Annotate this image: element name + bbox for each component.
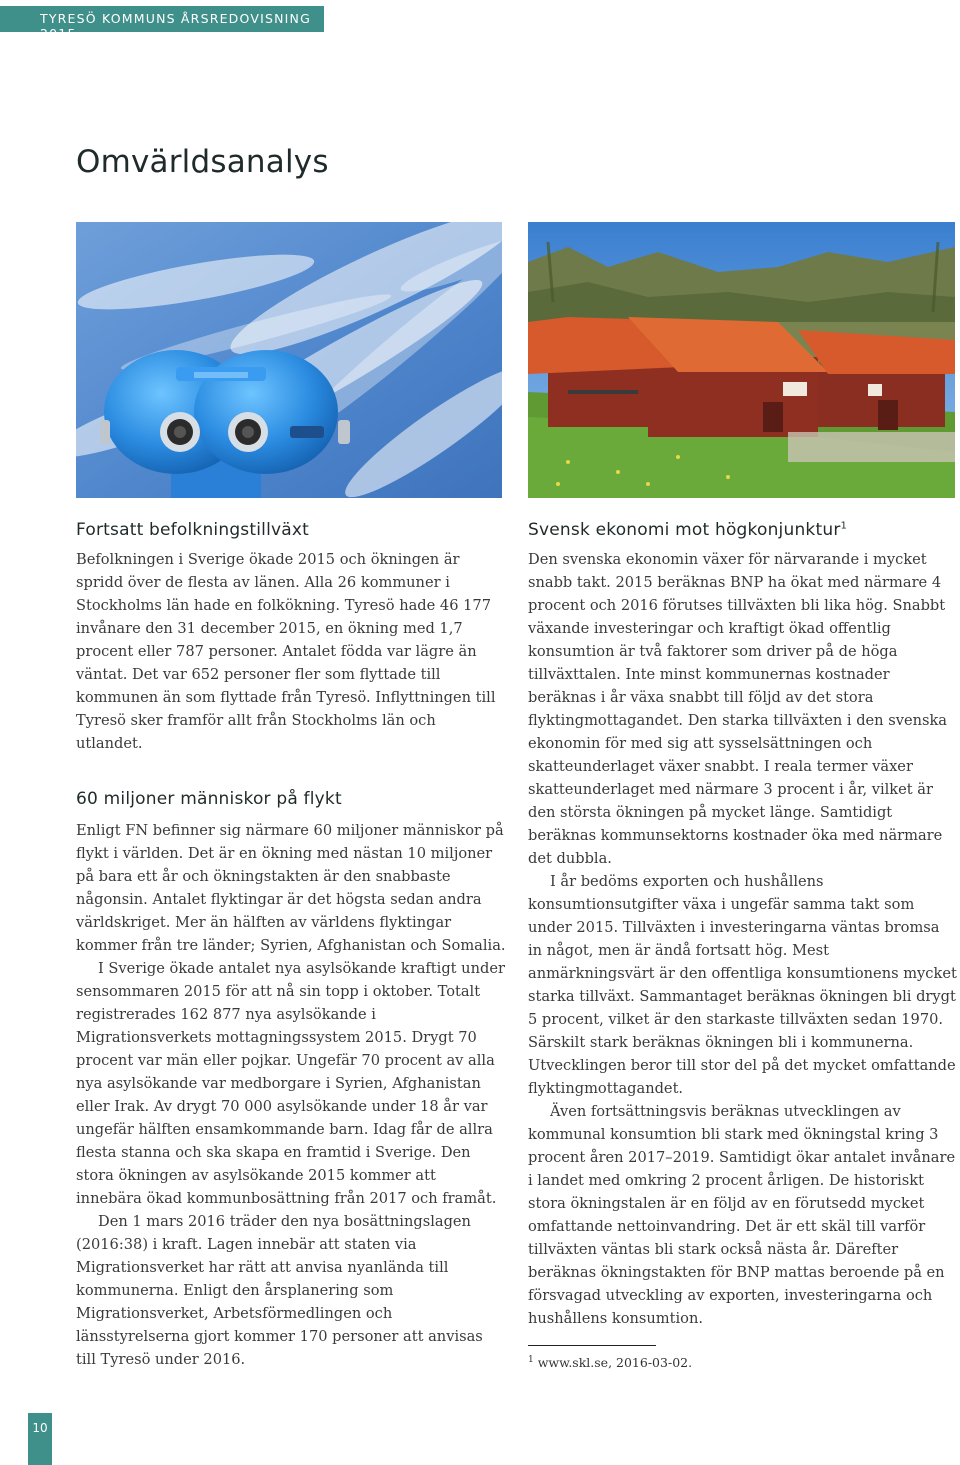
paragraph-economy-2: I år bedöms exporten och hushållens konsumtionsutgifter växa i ungefär samma takt som under 2015. Tillväxten i investeringarna väntas bromsa in något, men är ändå fortsatt hög. Mest anmärkningsvärt är den offentliga konsumtionens mycket starka tillväxt. Sammantaget beräknas ökningen bli drygt 5 procent, vilket är den starkaste tillväxten sedan 1970. Särskilt stark beräknas ökningen bli i kommunerna. Utvecklingen beror till stor del på det mycket omfattande flyktingmottagandet. [528, 873, 957, 1097]
paragraph-economy-1: Den svenska ekonomin växer för närvarande i mycket snabb takt. 2015 beräknas BNP ha ökat med närmare 4 procent och 2016 förutses tillväxten bli lika hög. Snabbt växande investeringar och kraftigt ökad offentlig konsumtion är två faktorer som driver på de höga tillväxttalen. Inte minst kommunernas kostnader beräknas i år växa snabbt till följd av det stora flyktingmottagandet. Den starka tillväxten i den svenska ekonomin för med sig att sysselsättningen och skatteunderlaget växer snabbt. I reala termer växer skatteunderlaget med närmare 3 procent i år, vilket är den största ökningen på mycket länge. Samtidigt beräknas kommunsektorns kostnader öka med närmare det dubbla. [528, 551, 948, 867]
page-number: 10 [32, 1421, 48, 1435]
page-title: Omvärldsanalys [76, 144, 329, 180]
footnote [528, 1355, 958, 1370]
paragraph-refugees-3: Den 1 mars 2016 träder den nya bosättningslagen (2016:38) i kraft. Lagen innebär att staten via Migrationsverket har rätt att anvisa nyanlända till kommunerna. Enligt den årsplanering som Migrationsverket, Arbetsförmedlingen och länsstyrelserna gjort kommer 170 personer att anvisas till Tyresö under 2016. [76, 1213, 483, 1368]
paragraph-population: Befolkningen i Sverige ökade 2015 och ökningen är spridd över de flesta av länen. Alla 26 kommuner i Stockholms län hade en folkökning. Tyresö hade 46 177 invånare den 31 december 2015, en ökning med 1,7 procent eller 787 personer. Antalet födda var lägre än väntat. Det var 652 personer fler som flyttade till kommunen än som flyttade från Tyresö. Inflyttningen till Tyresö sker framför allt från Stockholms län och utlandet. [76, 551, 496, 752]
section-heading-population: Fortsatt befolkningstillväxt [76, 520, 309, 540]
left-column [76, 520, 506, 1371]
binocular-viewer-photo [76, 222, 502, 498]
heading-economy-text: Svensk ekonomi mot högkonjunktur [528, 520, 841, 540]
footnote-text: www.skl.se, 2016-03-02. [537, 1355, 693, 1371]
page-number-bar [28, 1413, 52, 1465]
paragraph-refugees-1: Enligt FN befinner sig närmare 60 miljoner människor på flykt i världen. Det är en ökning med nästan 10 miljoner på bara ett år och ökningstakten är den snabbaste någonsin. Antalet flyktingar är det högsta sedan andra världskriget. Mer än hälften av världens flyktingar kommer från tre länder; Syrien, Afghanistan och Somalia. [76, 822, 506, 954]
right-column [528, 520, 958, 1370]
footnote-divider [528, 1345, 656, 1346]
red-barn-photo [528, 222, 955, 498]
header-bar [0, 6, 324, 41]
header-text: TYRESÖ KOMMUNS ÅRSREDOVISNING 2015 [40, 11, 311, 41]
footnote-ref: 1 [840, 520, 848, 532]
paragraph-economy-3: Även fortsättningsvis beräknas utvecklingen av kommunal konsumtion bli stark med ökningstal kring 3 procent åren 2017–2019. Samtidigt ökar antalet invånare i landet med omkring 2 procent årligen. De historiskt stora ökningstalen är en följd av en förutsedd mycket omfattande nettoinvandring. Det är ett skäl till varför tillväxten väntas bli stark också nästa år. Därefter beräknas ökningstakten för BNP mattas beroende på en försvagad utveckling av exporten, investeringarna och hushållens konsumtion. [528, 1103, 956, 1327]
section-heading-economy [528, 520, 958, 540]
footnote-mark: 1 [528, 1355, 534, 1365]
paragraph-refugees-2: I Sverige ökade antalet nya asylsökande kraftigt under sensommaren 2015 för att nå sin topp i oktober. Totalt registrerades 162 877 nya asylsökande i Migrationsverkets mottagningssystem 2015. Drygt 70 procent var män eller pojkar. Ungefär 70 procent av alla nya asylsökande var medborgare i Syrien, Afghanistan eller Irak. Av drygt 70 000 asylsökande under 18 år var ungefär hälften ensamkommande barn. Idag får de allra flesta stanna och ska skapa en framtid i Sverige. Den stora ökningen av asylsökande 2015 kommer att innebära ökad kommunbosättning från 2017 och framåt. [76, 960, 505, 1207]
section-heading-refugees: 60 miljoner människor på flykt [76, 789, 342, 809]
